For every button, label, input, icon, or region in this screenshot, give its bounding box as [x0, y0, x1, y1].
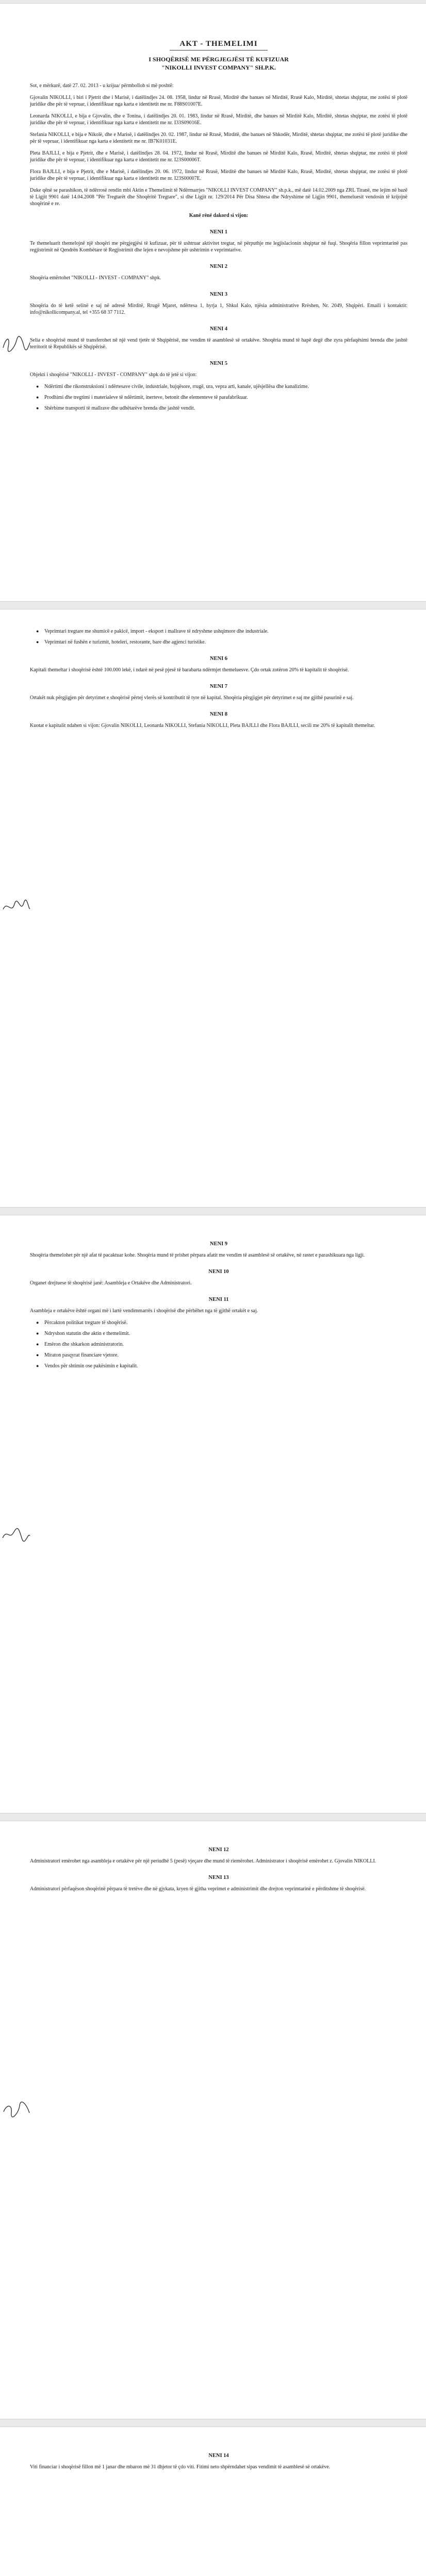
list-item: ● Emëron dhe shkarkon administratorin.	[44, 1341, 407, 1348]
margin-signature-icon	[1, 333, 31, 354]
article-2-body: Shoqëria emërtohet "NIKOLLI - INVEST - COMPANY" shpk.	[30, 275, 161, 281]
document-page-1	[0, 3, 426, 602]
article-8-body: Kuotat e kapitalit ndahen si vijon: Gjovalin NIKOLLI, Leonarda NIKOLLI, Stefania NIKOLLI, Pleta BAJLLI dhe Flora BAJLLI, secili me 20% të kapitalit themeltar.	[30, 723, 375, 728]
article-5-heading: NENI 5	[209, 361, 228, 366]
article-5-body: Objekti i shoqërisë "NIKOLLI - INVEST - COMPANY" shpk do të jetë si vijon:	[30, 372, 197, 378]
article-7-heading: NENI 7	[209, 684, 228, 689]
list-item: ● Veprimtari në fushën e turizmit, hoteleri, restorante, bare dhe agjenci turistike.	[44, 639, 407, 646]
article-6-heading: NENI 6	[209, 656, 228, 662]
article-1-body: Te themeluarit themelojnë një shoqëri me përgjegjësi të kufizuar, për të ushtruar aktivitet tregtar, në përputhje me legjislacionin shqiptar në fuqi. Shoqëria fillon veprimtarinë pas regjistrimit në Qendrën Kombëtare të Regjistrimit dhe lejen e nevojshme për ushtrimin e veprimtarive.	[30, 241, 407, 253]
founder-5: Flora BAJLLI, e bija e Pjetrit, dhe e Marisë, i datëlindjes 20. 06. 1972, lindur në Rrasë, Mirditë dhe banues në Mirditë Kalo, Rrasë, Mirditë, shtetas shqiptar, me zotësi të plotë juridike dhe për të vepruar, i identifikuar nga karta e identitetit me nr. I23S00007E.	[30, 169, 407, 181]
article-6-body: Kapitali themeltar i shoqërisë është 100.000 lekë, i ndarë në pesë pjesë të barabarta ndërmjet themeluesve. Çdo ortak zotëron 20% të kapitalit të shoqërisë.	[30, 667, 349, 673]
objects-list	[44, 383, 407, 412]
document-subtitle-1: I SHOQËRISË ME PËRGJEGJËSI TË KUFIZUAR	[149, 56, 289, 63]
article-14-heading: NENI 14	[208, 2453, 229, 2459]
founder-2: Leonarda NIKOLLI, e bija e Gjovalin, dhe e Tonina, i datëlindjes 20. 01. 1983, lindur në Rrasë, Mirditë, dhe banues në Mirditë Kalo, Mirditë, shtetas shqiptar, me zotësi të plotë juridike dhe për të vepruar, i identifikuar nga karta e identitetit me nr. I33S09016E.	[30, 113, 407, 126]
document-title: AKT - THEMELIMI	[170, 40, 268, 50]
list-item: ● Shërbime transporti të mallrave dhe udhëtarëve brenda dhe jashtë vendit.	[44, 405, 407, 412]
article-13-heading: NENI 13	[208, 1875, 229, 1880]
margin-signature-icon	[1, 2099, 31, 2120]
article-11-body: Asambleja e ortakëve është organi më i lartë vendimmarrës i shoqërisë dhe përbëhet nga të gjithë ortakët e saj.	[30, 1308, 258, 1314]
document-page-2	[0, 609, 426, 1208]
article-12-body: Administratori emërohet nga asambleja e ortakëve për një periudhë 5 (pesë) vjeçare dhe mund të riemërohet. Administrator i shoqërisë emërohet z. Gjovalin NIKOLLI.	[30, 1858, 376, 1864]
article-10-heading: NENI 10	[208, 1269, 229, 1275]
article-13-body: Administratori përfaqëson shoqërinë përpara të tretëve dhe në gjykata, kryen të gjitha veprimet e administrimit dhe drejton veprimtarinë e përditshme të shoqërisë.	[30, 1886, 366, 1892]
article-9-body: Shoqëria themelohet për një afat të pacaktuar kohe. Shoqëria mund të prishet përpara afatit me vendim të asamblesë së ortakëve, në rastet e parashikuara nga ligji.	[30, 1252, 365, 1258]
list-item: ● Përcakton politikat tregtare të shoqërisë.	[44, 1319, 407, 1326]
agreed-heading: Kanë rënë dakord si vijon:	[189, 213, 249, 218]
article-8-heading: NENI 8	[209, 711, 228, 717]
list-item: ● Ndërtimi dhe rikonstruksioni i ndërtesave civile, industriale, bujqësore, rrugë, ura, vepra arti, kanale, ujësjellësa dhe kanalizime.	[44, 383, 407, 390]
founder-1: Gjovalin NIKOLLI, i biri i Pjetrit dhe i Marisë, i datëlindjes 24. 08. 1958, lindur në Rrasë, Mirditë dhe banues në Mirditë, Rrasë Kalo, Mirditë, shtetas shqiptar, me zotësi të plotë juridike dhe për të vepruar, i identifikuar nga karta e identitetit me nr. F88S01007E.	[30, 95, 407, 107]
document-page-5	[0, 2427, 426, 2576]
article-12-heading: NENI 12	[208, 1847, 229, 1853]
article-4-body: Selia e shoqërisë mund të transferohet në një vend tjetër të Shqipërisë, me vendim të asamblesë së ortakëve. Shoqëria mund të hapë degë dhe zyra përfaqësimi brenda dhe jashtë territorit të Republikës së Shqipërisë.	[30, 337, 407, 350]
assembly-duties-list	[44, 1319, 407, 1369]
preamble-text: Duke qënë se parashikon, të ndërrosë rendin mbi Aktin e Themelimit të Ndërmarrjes "NIKOLLI INVEST COMPANY" sh.p.k., më datë 14.02.2009 nga ZRL Tiranë, me lejim në bazë të Ligjit 9901 datë 14.04.2008 "Për Tregtarët dhe Shoqëritë Tregtare", si dhe Ligjit nr. 129/2014 Për Disa Shtesa dhe Ndryshime në Ligjin 9901, themeluesit vendosin të krijojnë shoqërinë e re.	[30, 188, 407, 207]
intro-text: Sot, e mërkurë, datë 27. 02. 2013 - u krijua/ përmbolloh si më poshtë:	[30, 83, 174, 89]
article-3-body: Shoqëria do të ketë selinë e saj në adresë Mirditë, Rrugë Mjaret, ndërtesa 1, hyrja 1, Shkul Kalo, njësia administrative Rrëshen, Nr. 2049, Shqipëri. Emaili i kontaktit: info@nikollicompany.al, tel +355 68 37 7112.	[30, 303, 407, 315]
document-page-3	[0, 1215, 426, 1814]
article-2-heading: NENI 2	[209, 264, 228, 269]
list-item: ● Ndryshon statutin dhe aktin e themelimit.	[44, 1330, 407, 1337]
article-7-body: Ortakët nuk përgjigjen për detyrimet e shoqërisë përtej vlerës së kontributit të tyre në kapital. Shoqëria përgjigjet për detyrimet e saj me gjithë pasurinë e saj.	[30, 695, 354, 701]
list-item: ● Vendos për shtimin ose pakësimin e kapitalit.	[44, 1363, 407, 1369]
article-14-body: Viti financiar i shoqërisë fillon më 1 janar dhe mbaron më 31 dhjetor të çdo viti. Fitimi neto shpërndahet sipas vendimit të asamblesë së ortakëve.	[30, 2464, 331, 2470]
article-4-heading: NENI 4	[209, 326, 228, 332]
document-subtitle-2: "NIKOLLI INVEST COMPANY" SH.P.K.	[161, 64, 276, 71]
article-3-heading: NENI 3	[209, 292, 228, 297]
document-page-4	[0, 1821, 426, 2419]
objects-list-continued	[44, 628, 407, 646]
article-9-heading: NENI 9	[209, 1241, 228, 1247]
list-item: ● Miraton pasqyrat financiare vjetore.	[44, 1352, 407, 1359]
founder-3: Stefania NIKOLLI, e bija e Nikolë, dhe e Marisë, i datëlindjes 20. 02. 1987, lindur në Rrasë, Mirditë, dhe banues në Shkodër, Mirditë, shtetas shqiptar, me zotësi të plotë juridike dhe për të vepruar, i identifikuar nga karta e identitetit me nr. IB7K01031E.	[30, 132, 407, 144]
margin-signature-icon	[1, 898, 31, 919]
margin-signature-icon	[1, 1524, 31, 1545]
list-item: ● Veprimtari tregtare me shumicë e pakicë, import - eksport i mallrave të ndryshme ushqimore dhe industriale.	[44, 628, 407, 635]
article-1-heading: NENI 1	[209, 229, 228, 235]
list-item: ● Prodhimi dhe tregtimi i materialeve të ndërtimit, inerteve, betonit dhe elementeve të parafabrikuar.	[44, 394, 407, 401]
founder-4: Pleta BAJLLI, e bija e Pjetrit, dhe e Marisë, i datëlindjes 28. 04. 1972, lindur në Rrasë, Mirditë dhe banues në Mirditë Kalo, Rrasë, Mirditë, shtetas shqiptar, me zotësi të plotë juridike dhe për të vepruar, i identifikuar nga karta e identitetit me nr. I23S00006T.	[30, 150, 407, 163]
article-11-heading: NENI 11	[208, 1297, 229, 1302]
article-10-body: Organet drejtuese të shoqërisë janë: Asambleja e Ortakëve dhe Administratori.	[30, 1280, 192, 1286]
